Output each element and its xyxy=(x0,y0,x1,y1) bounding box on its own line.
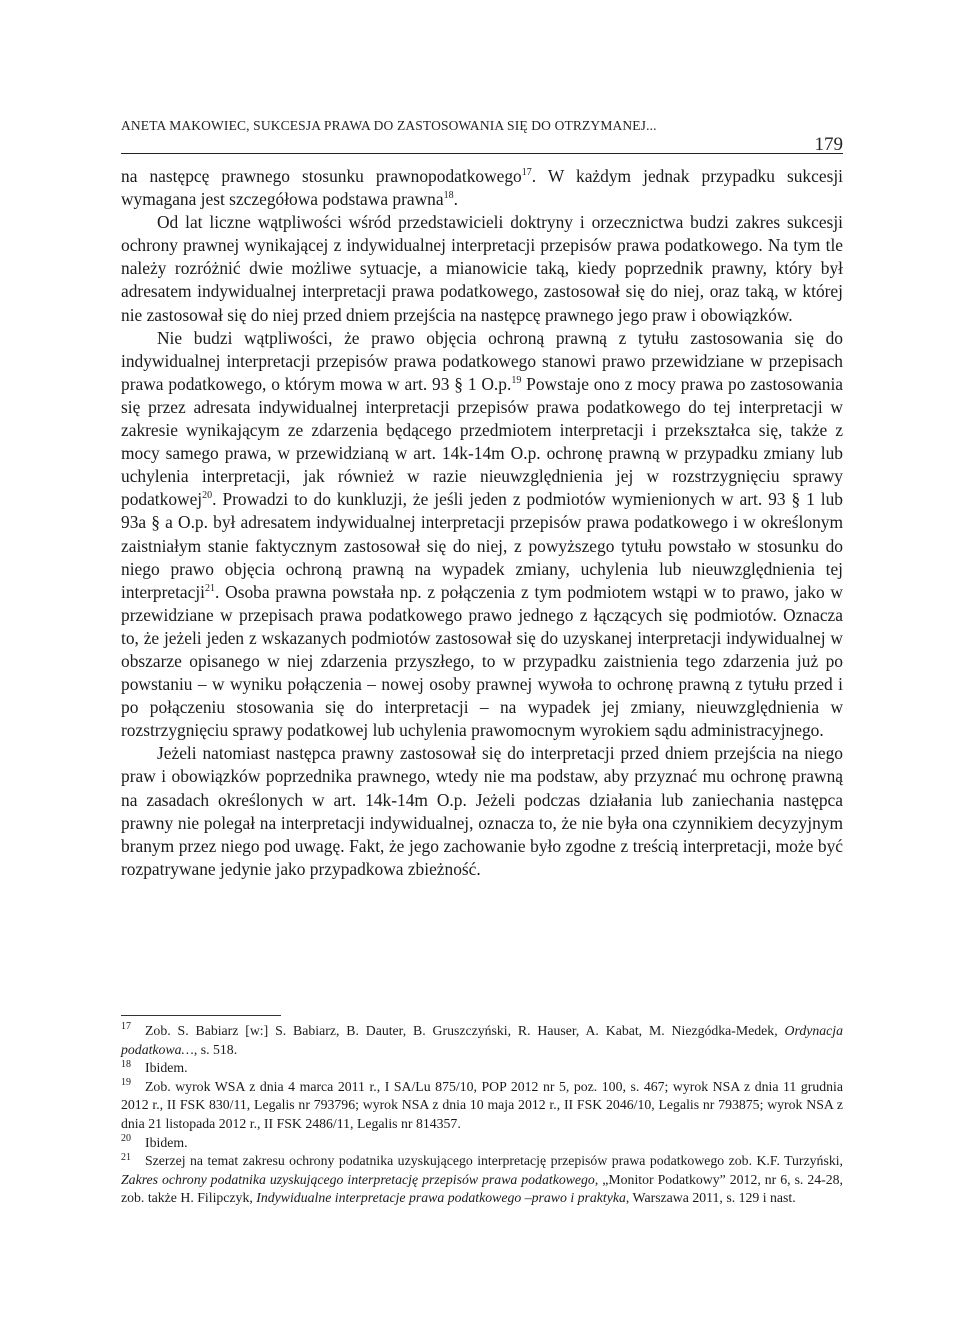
text-run: . xyxy=(453,189,458,210)
paragraph-2 xyxy=(121,211,843,326)
text-run: Nie budzi wątpliwości, że prawo objęcia ochroną prawną z tytułu zastosowania się do indywidualnej interpretacji przepisów prawa podatkowego stanowi prawo przewidziane w przepisach prawa podatkowego, o którym mowa w art. 93 § 1 O.p. xyxy=(121,327,843,394)
text-run: Ibidem. xyxy=(145,1134,188,1150)
footnotes xyxy=(121,1022,843,1208)
running-header: ANETA MAKOWIEC, SUKCESJA PRAWA DO ZASTOSOWANIA SIĘ DO OTRZYMANEJ... xyxy=(121,118,657,133)
body-text xyxy=(121,165,843,881)
text-run: Powstaje ono z mocy prawa po zastosowania się przez adresata indywidualnej interpretacji przepisów prawa podatkowego do tej interpretacji w zakresie wynikającym ze zdarzenia będącego przedmiotem interpretacji i przekształca się, także z mocy samego prawa, w przewidzianą w art. 14k-14m O.p. ochronę prawną w przypadku zmiany lub uchylenia interpretacji, jak również w razie nieuwzględnienia jej w rozstrzygnięciu sprawy podatkowej xyxy=(121,373,843,510)
footnote-ref-21[interactable]: 21 xyxy=(205,582,216,594)
footnote-19: 19 Zob. wyrok WSA z dnia 4 marca 2011 r., I SA/Lu 875/10, POP 2012 nr 5, poz. 100, s. 467; wyrok NSA z dnia 11 grudnia 2012 r., II FSK 830/11, Legalis nr 793796; wyrok NSA z dnia 10 maja 2012 r., II FSK 2046/10, Legalis nr 793875; wyrok NSA z dnia 21 listopada 2012 r., II FSK 2486/11, Legalis nr 814357. xyxy=(121,1077,843,1131)
text-run: . Prowadzi to do kunkluzji, że jeśli jeden z podmiotów wymienionych w art. 93 § 1 lub 93a § a O.p. był adresatem indywidualnej interpretacji przepisów prawa podatkowego i w określonym zaistniałym stanie faktycznym zastosował się do niej, z powyższego tytułu powstało w stosunku do niego prawo objęcia ochroną prawną na wypadek zmiany, uchylenia lub nieuwzględnienia tej interpretacji xyxy=(121,489,843,602)
text-run: . W każdym jednak przypadku sukcesji wymagana jest szczegółowa podstawa prawna xyxy=(121,166,843,210)
footnote-separator xyxy=(121,1015,281,1016)
text-run: na następcę prawnego stosunku prawnopodatkowego xyxy=(121,166,522,186)
text-run: Zob. wyrok WSA z dnia 4 marca 2011 r., I SA/Lu 875/10, POP 2012 nr 5, poz. 100, s. 467; wyrok NSA z dnia 11 grudnia 2012 r., II FSK 830/11, Legalis nr 793796; wyrok NSA z dnia 10 maja 2012 r., II FSK 2046/10, Legalis nr 793875; wyrok NSA z dnia 21 listopada 2012 r., II FSK 2486/11, Legalis nr 814357. xyxy=(121,1078,843,1131)
footnote-ref-18[interactable]: 18 xyxy=(443,190,454,202)
text-run: Szerzej na temat zakresu ochrony podatnika uzyskującego interpretację przepisów prawa podatkowego zob. K.F. Turzyński, xyxy=(145,1153,843,1169)
footnote-ref-17[interactable]: 17 xyxy=(521,167,532,179)
text-run: . Osoba prawna powstała np. z połączenia z tym podmiotem wstąpi w to prawo, jako w przewidziane w przepisach prawa podatkowego prawo jednego z łączących się podmiotów. Oznacza to, że jeżeli jeden z wskazanych podmiotów zastosował się do uzyskanej interpretacji indywidualnej w obszarze opisanego w niej zdarzenia przyszłego, to w przypadku zaistnienia tego zdarzenia już po powstaniu – w wyniku połączenia – nowej osoby prawnej wywoła to ochronę prawną z tytułu przed i po połączeniu stosowania się do interpretacji – na wypadek jej zmiany, nieuwzględnienia w rozstrzygnięciu sprawy podatkowej lub uchylenia prawomocnym wyrokiem sądu administracyjnego. xyxy=(121,581,843,741)
footnote-21: 21 Szerzej na temat zakresu ochrony podatnika uzyskującego interpretację przepisów prawa podatkowego zob. K.F. Turzyński, Zakres ochrony podatnika uzyskującego interpretację przepisów prawa podatkowego, „Monitor Podatkowy” 2012, nr 6, s. 24-28, zob. także H. Filipczyk, Indywidualne interpretacje prawa podatkowego –prawo i praktyka, Warszawa 2011, s. 129 i nast. xyxy=(121,1151,843,1206)
header-rule xyxy=(121,153,843,154)
text-run: , Warszawa 2011, s. 129 i nast. xyxy=(625,1190,796,1206)
text-run: Zob. S. Babiarz [w:] S. Babiarz, B. Dauter, B. Gruszczyński, R. Hauser, A. Kabat, M. Niezgódka-Medek, xyxy=(145,1023,785,1038)
italic-title: Indywidualne interpretacje prawa podatkowego –prawo i praktyka xyxy=(256,1190,626,1206)
text-run: , „Monitor Podatkowy” 2012, nr 6, s. 24-28, zob. także H. Filipczyk, xyxy=(121,1171,843,1206)
text-run: Od lat liczne wątpliwości wśród przedstawicieli doktryny i orzecznictwa budzi zakres sukcesji ochrony prawnej wynikającej z indywidualnej interpretacji przepisów prawa podatkowego. Na tym tle należy rozróżnić dwie możliwe sytuacje, a mianowicie taką, kiedy poprzednik prawny, który był adresatem indywidualnej interpretacji prawa podatkowego, zastosował się do niej, oraz taką, w której nie zastosował się do niej przed dniem przejścia na następcę prawnego jego praw i obowiązków. xyxy=(121,212,843,325)
page-number: 179 xyxy=(814,134,843,155)
footnote-ref-19[interactable]: 19 xyxy=(511,375,522,387)
footnote-17: 17 Zob. S. Babiarz [w:] S. Babiarz, B. Dauter, B. Gruszczyński, R. Hauser, A. Kabat, M. Niezgódka-Medek, Ordynacja podatkowa…, s. 518. xyxy=(121,1021,843,1057)
footnote-18: 18 Ibidem. xyxy=(121,1058,188,1076)
paragraph-4 xyxy=(121,742,843,881)
text-run: , s. 518. xyxy=(193,1041,238,1057)
paragraph-1 xyxy=(121,165,843,211)
text-run: Ibidem. xyxy=(145,1060,188,1076)
paragraph-3 xyxy=(121,327,843,743)
footnote-20: 20 Ibidem. xyxy=(121,1132,188,1150)
italic-title: Zakres ochrony podatnika uzyskującego interpretację przepisów prawa podatkowego xyxy=(121,1171,595,1187)
italic-title: Ordynacja podatkowa… xyxy=(121,1023,843,1057)
text-run: Jeżeli natomiast następca prawny zastosował się do interpretacji przed dniem przejścia na niego praw i obowiązków poprzednika prawnego, wtedy nie ma podstaw, aby przyznać mu ochronę prawną na zasadach określonych w art. 14k-14m O.p. Jeżeli podczas działania lub zaniechania następca prawny nie polegał na interpretacji indywidualnej, oznacza to, że nie była ona czynnikiem decyzyjnym branym przez niego pod uwagę. Fakt, że jego zachowanie było zgodne z treścią interpretacji, może być rozpatrywane jedynie jako przypadkowa zbieżność. xyxy=(121,743,843,879)
footnote-ref-20[interactable]: 20 xyxy=(202,490,213,502)
